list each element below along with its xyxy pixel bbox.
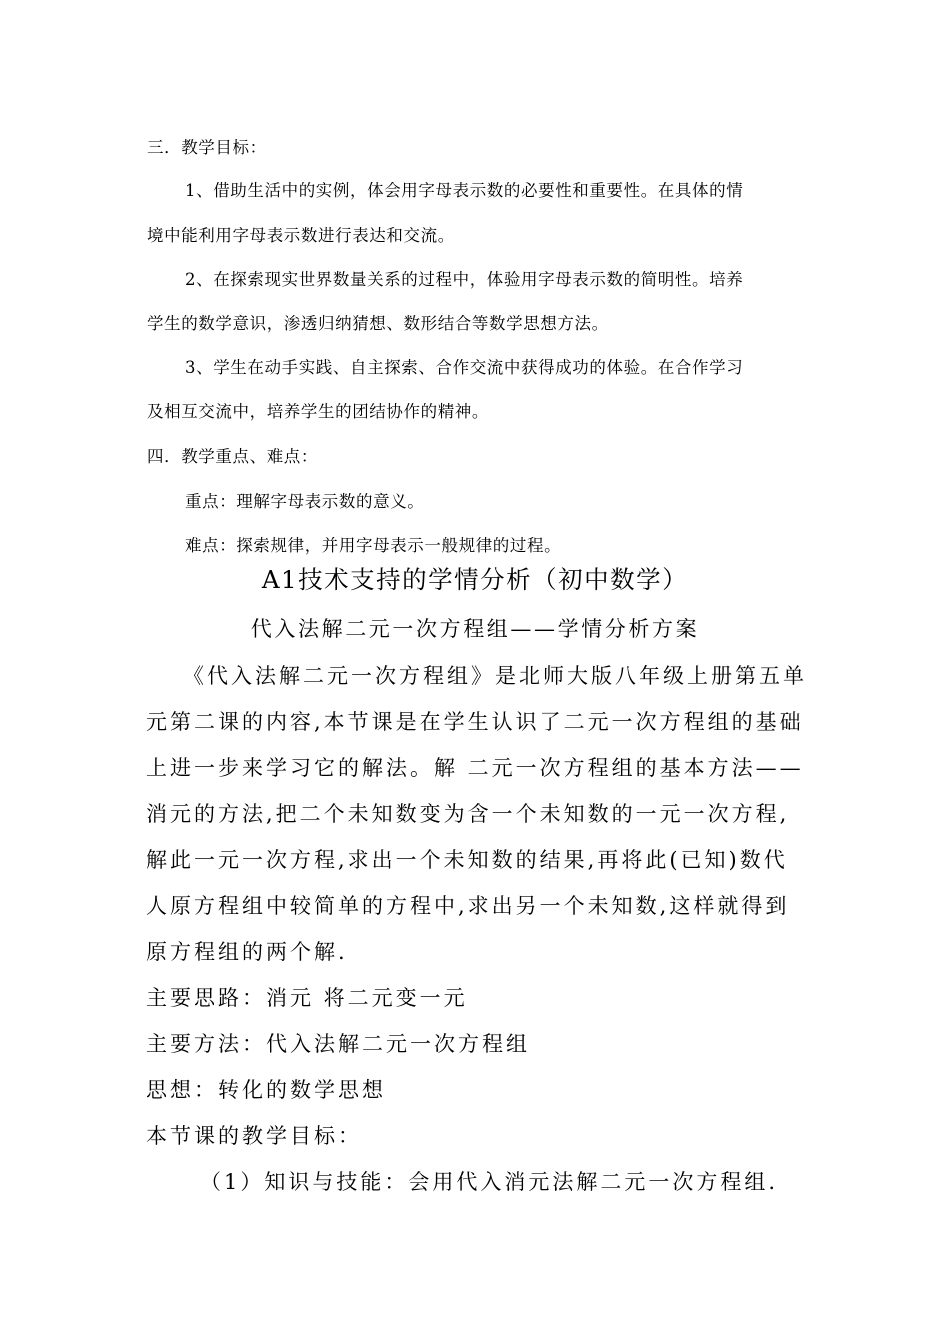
goal-3-line-2: 及相互交流中，培养学生的团结协作的精神。 <box>147 402 489 421</box>
thought: 思想：转化的数学思想 <box>146 1078 386 1102</box>
section-3-heading: 三．教学目标： <box>147 138 267 157</box>
goal-2-line-1: 2、在探索现实世界数量关系的过程中，体验用字母表示数的简明性。培养 <box>185 270 744 289</box>
paragraph-line: 元第二课的内容,本节课是在学生认识了二元一次方程组的基础 <box>146 710 804 734</box>
paragraph-line: 消元的方法,把二个未知数变为含一个未知数的一元一次方程, <box>146 802 790 826</box>
key-point: 重点：理解字母表示数的意义。 <box>185 492 425 511</box>
paragraph-line: 原方程组的两个解. <box>146 940 348 964</box>
goals-heading: 本节课的教学目标： <box>146 1124 362 1148</box>
paragraph-line: 人原方程组中较简单的方程中,求出另一个未知数,这样就得到 <box>146 894 790 918</box>
main-idea: 主要思路：消元 将二元变一元 <box>146 986 468 1010</box>
paragraph-line: 上进一步来学习它的解法。解 二元一次方程组的基本方法—— <box>146 756 804 780</box>
goal-1-line-1: 1、借助生活中的实例，体会用字母表示数的必要性和重要性。在具体的情 <box>185 181 744 200</box>
goal-3-line-1: 3、学生在动手实践、自主探索、合作交流中获得成功的体验。在合作学习 <box>185 358 744 377</box>
analysis-title: A1技术支持的学情分析（初中数学） <box>261 565 689 594</box>
paragraph-line: 解此一元一次方程,求出一个未知数的结果,再将此(已知)数代 <box>146 848 788 872</box>
analysis-subtitle: 代入法解二元一次方程组——学情分析方案 <box>250 617 700 641</box>
paragraph-line: 《代入法解二元一次方程组》是北师大版八年级上册第五单 <box>183 664 807 688</box>
goal-knowledge-skills: （1）知识与技能：会用代入消元法解二元一次方程组. <box>200 1170 779 1194</box>
main-method: 主要方法：代入法解二元一次方程组 <box>146 1032 530 1056</box>
goal-2-line-2: 学生的数学意识，渗透归纳猜想、数形结合等数学思想方法。 <box>147 314 609 333</box>
goal-1-line-2: 境中能利用字母表示数进行表达和交流。 <box>147 226 455 245</box>
difficult-point: 难点：探索规律，并用字母表示一般规律的过程。 <box>185 536 562 555</box>
section-4-heading: 四．教学重点、难点： <box>147 447 318 466</box>
